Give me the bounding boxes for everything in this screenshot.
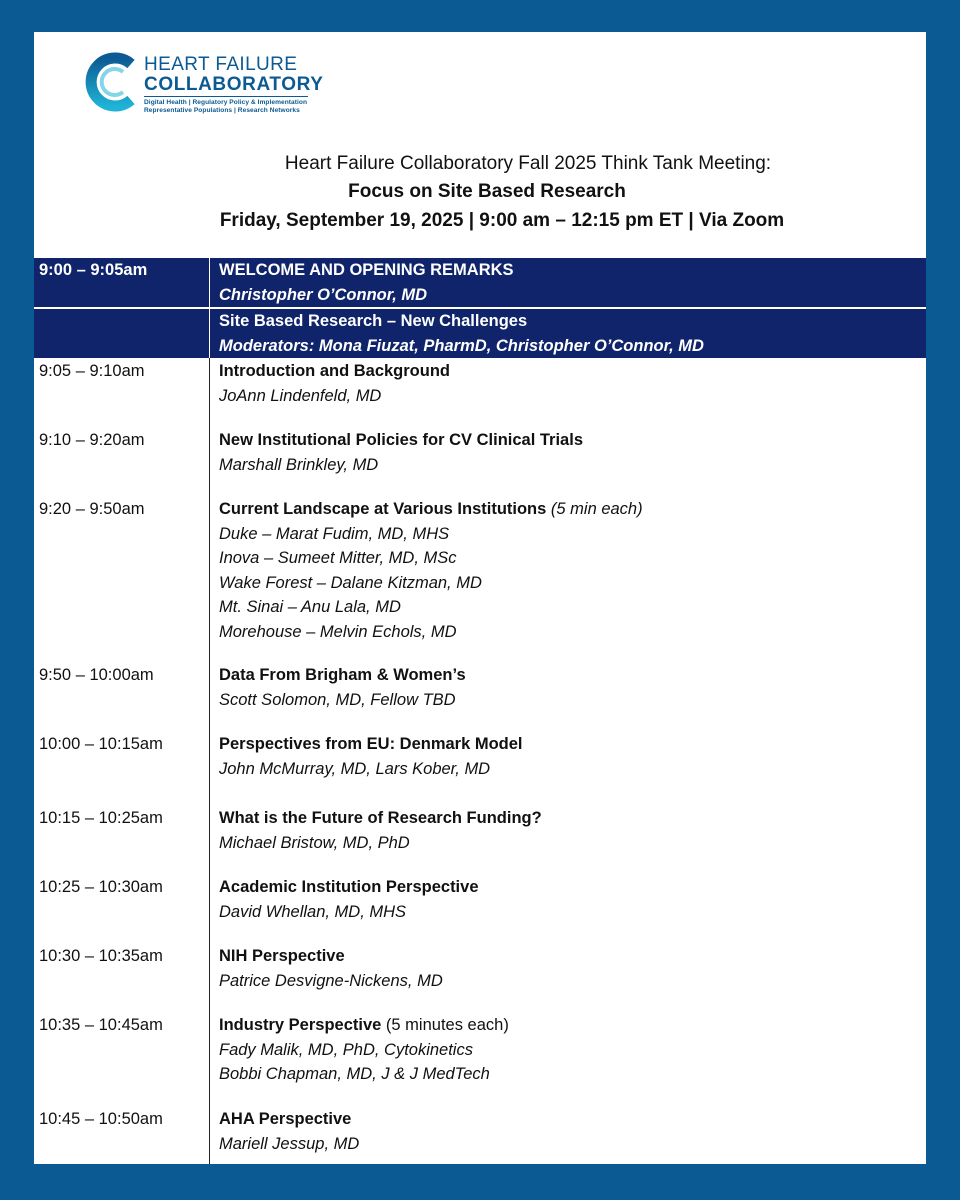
banner-speaker: Christopher O’Connor, MD [219, 285, 428, 304]
agenda-banner-welcome [34, 258, 926, 307]
session-speaker: Inova – Sumeet Mitter, MD, MSc [219, 549, 457, 568]
session-content [219, 428, 583, 477]
banner-moderators: Moderators: Mona Fiuzat, PharmD, Christopher O’Connor, MD [219, 336, 704, 355]
session-content [219, 1013, 509, 1087]
session-speaker: Michael Bristow, MD, PhD [219, 833, 410, 852]
session-note: (5 min each) [550, 500, 643, 518]
session-time: 10:00 – 10:15am [39, 735, 163, 753]
session-title: What is the Future of Research Funding? [219, 809, 542, 827]
hfc-logo [82, 50, 322, 134]
logo-divider [144, 96, 308, 97]
session-title: Current Landscape at Various Institutions [219, 500, 547, 518]
session-time: 9:05 – 9:10am [39, 362, 145, 380]
session-time: 9:20 – 9:50am [39, 500, 145, 518]
session-speaker: Bobbi Chapman, MD, J & J MedTech [219, 1065, 490, 1084]
meeting-header [34, 150, 926, 236]
banner-title: Site Based Research – New Challenges [219, 312, 528, 330]
meeting-focus: Focus on Site Based Research [348, 181, 626, 202]
agenda-page [34, 32, 926, 1164]
session-speaker: Scott Solomon, MD, Fellow TBD [219, 690, 456, 709]
agenda-banner-section [34, 309, 926, 358]
session-time: 10:15 – 10:25am [39, 809, 163, 827]
session-title: AHA Perspective [219, 1110, 352, 1128]
session-content [219, 497, 643, 645]
logo-text-heart-failure: HEART FAILURE [144, 54, 298, 75]
session-time: 9:10 – 9:20am [39, 431, 145, 449]
column-divider [209, 258, 210, 1164]
session-content [219, 663, 466, 712]
session-content [219, 806, 542, 855]
session-speaker: Duke – Marat Fudim, MD, MHS [219, 524, 450, 543]
banner-content [219, 309, 704, 358]
logo-tagline-2: Representative Populations | Research Networks [144, 107, 300, 114]
session-speaker: Wake Forest – Dalane Kitzman, MD [219, 573, 482, 592]
session-content [219, 732, 523, 781]
session-title-line [219, 497, 643, 522]
session-title: Introduction and Background [219, 362, 450, 380]
logo-tagline-1: Digital Health | Regulatory Policy & Implementation [144, 99, 308, 106]
banner-content [219, 258, 514, 307]
session-content [219, 359, 450, 408]
session-note: (5 minutes each) [385, 1016, 509, 1034]
session-content [219, 1107, 359, 1156]
session-content [219, 944, 443, 993]
banner-title: WELCOME AND OPENING REMARKS [219, 261, 514, 279]
session-speaker: Fady Malik, MD, PhD, Cytokinetics [219, 1040, 473, 1059]
session-title-line [219, 1013, 509, 1038]
session-title: Perspectives from EU: Denmark Model [219, 735, 523, 753]
session-title: NIH Perspective [219, 947, 345, 965]
meeting-date-line: Friday, September 19, 2025 | 9:00 am – 12:15 pm ET | Via Zoom [219, 210, 785, 231]
logo-text-collaboratory: COLLABORATORY [144, 74, 324, 95]
agenda-table [34, 258, 926, 1164]
session-time: 10:35 – 10:45am [39, 1016, 163, 1034]
session-speaker: Mariell Jessup, MD [219, 1134, 360, 1153]
session-title: Data From Brigham & Women’s [219, 666, 466, 684]
session-time: 10:25 – 10:30am [39, 878, 163, 896]
session-content [219, 875, 479, 924]
session-speaker: Marshall Brinkley, MD [219, 455, 379, 474]
session-speaker: Morehouse – Melvin Echols, MD [219, 622, 457, 641]
session-time: 9:50 – 10:00am [39, 666, 154, 684]
session-speaker: David Whellan, MD, MHS [219, 902, 407, 921]
session-speaker: JoAnn Lindenfeld, MD [219, 386, 382, 405]
session-speaker: John McMurray, MD, Lars Kober, MD [219, 759, 491, 778]
session-title: New Institutional Policies for CV Clinical Trials [219, 431, 583, 449]
session-title: Academic Institution Perspective [219, 878, 479, 896]
session-speaker: Mt. Sinai – Anu Lala, MD [219, 598, 401, 617]
banner-time: 9:00 – 9:05am [39, 261, 148, 279]
session-speaker: Patrice Desvigne-Nickens, MD [219, 971, 443, 990]
meeting-title: Heart Failure Collaboratory Fall 2025 Think Tank Meeting: [284, 153, 772, 174]
session-time: 10:45 – 10:50am [39, 1110, 163, 1128]
session-time: 10:30 – 10:35am [39, 947, 163, 965]
session-title: Industry Perspective [219, 1016, 382, 1034]
collaboratory-c-logo-icon [82, 52, 140, 112]
